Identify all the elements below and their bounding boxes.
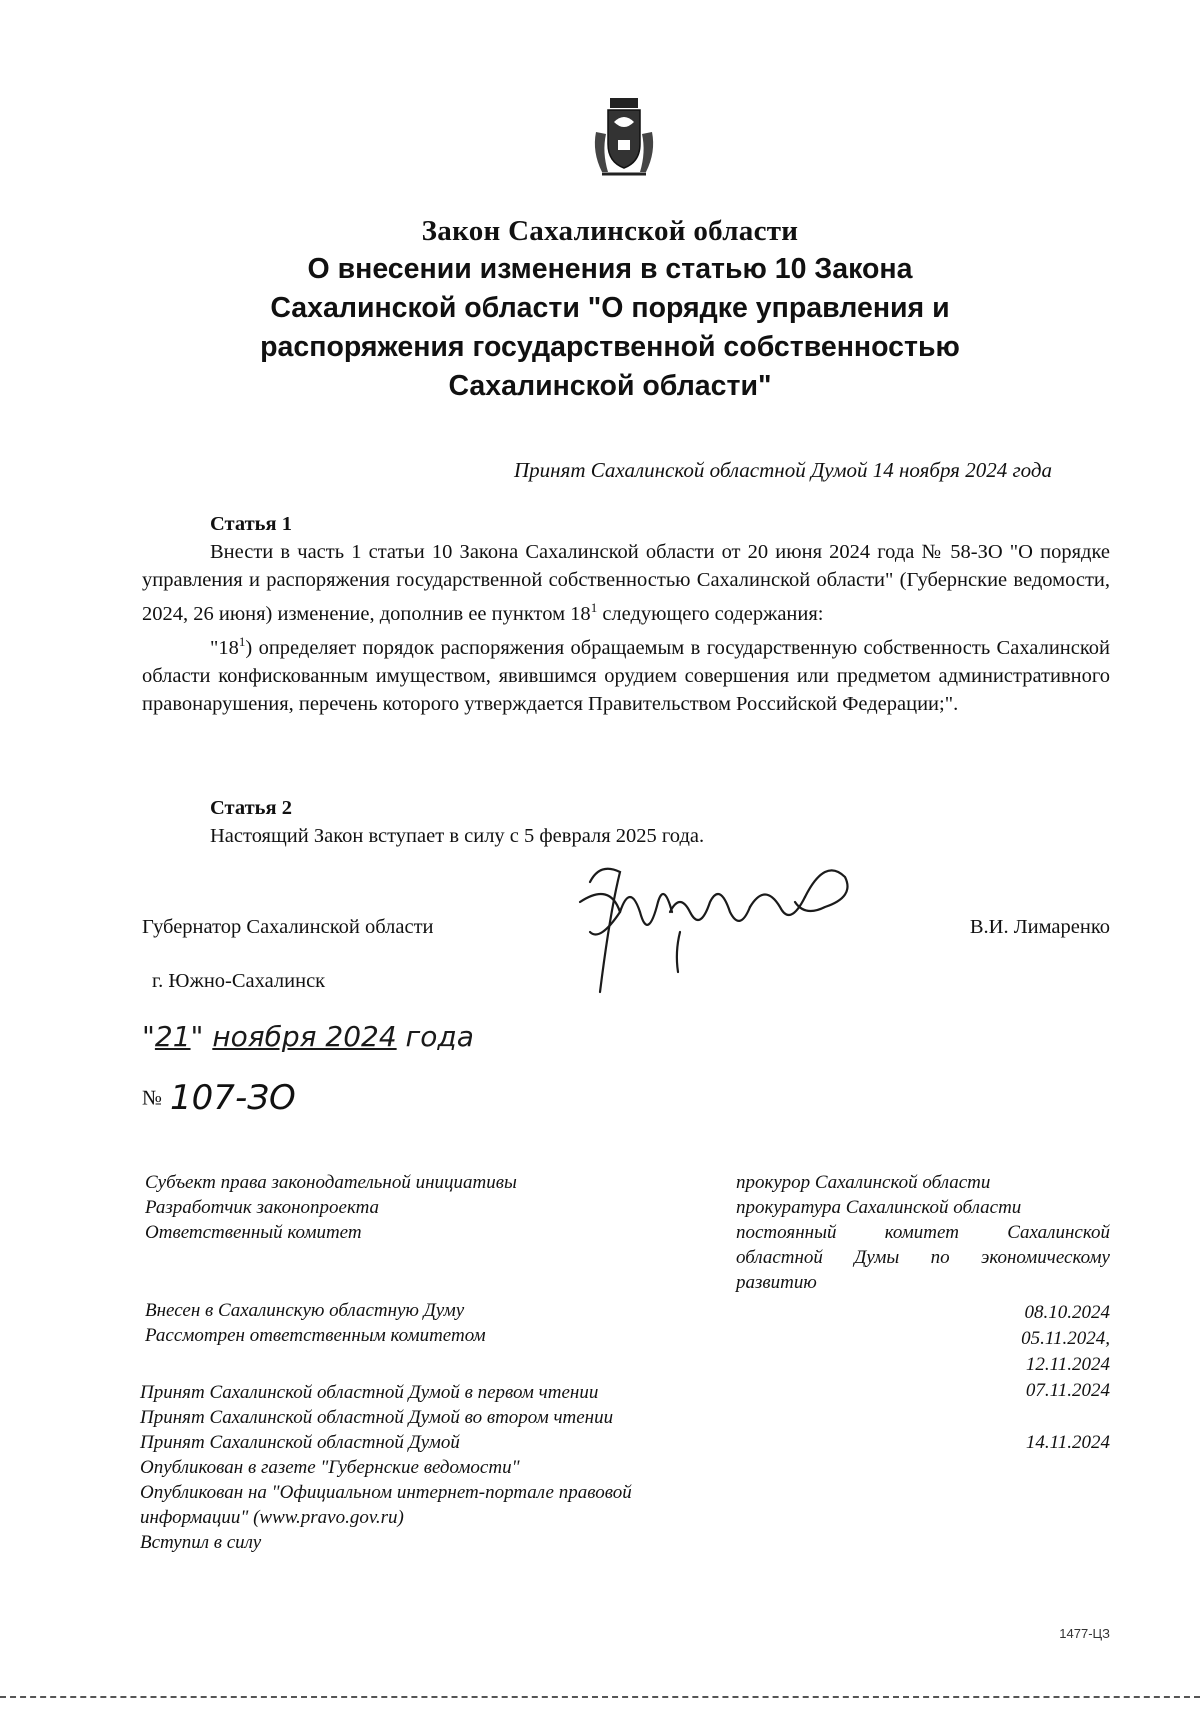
city: г. Южно-Сахалинск [152, 970, 326, 992]
meta-left-block-2 [145, 1298, 486, 1348]
article-1-paragraph-1: Внести в часть 1 статьи 10 Закона Сахалинской области от 20 июня 2024 года № 58-ЗО "О порядке управления и распоряжения государственной собственностью Сахалинской области" (Губернские ведомости, 2024, 26 июня) изменение, дополнив ее пунктом $18^1$ следующего содержания: [142, 541, 1110, 625]
article-2-text: Настоящий Закон вступает в силу с 5 февраля 2025 года. [210, 825, 705, 847]
number-symbol: № [142, 1085, 163, 1110]
law-title [180, 212, 1040, 406]
meta-date: 12.11.2024 [1025, 1354, 1110, 1375]
meta-label: Опубликован в газете "Губернские ведомости" [140, 1457, 520, 1478]
meta-value: прокурор Сахалинской области [736, 1172, 991, 1193]
meta-label: Опубликован на "Официальном интернет-портале правовой [140, 1482, 632, 1503]
meta-label: информации" (www.pravo.gov.ru) [140, 1507, 404, 1528]
article-1-heading: Статья 1 [210, 513, 292, 535]
meta-label: Принят Сахалинской областной Думой в первом чтении [140, 1382, 599, 1403]
article-1 [142, 510, 1110, 718]
meta-value: прокуратура Сахалинской области [736, 1197, 1022, 1218]
governor-position: Губернатор Сахалинской области [142, 916, 434, 938]
handwritten-date: "21" ноября 2024 года [142, 1020, 474, 1053]
meta-label: Принят Сахалинской областной Думой во втором чтении [140, 1407, 614, 1428]
law-title-line-2: О внесении изменения в статью 10 Закона [307, 253, 913, 285]
law-title-line-4: распоряжения государственной собственностью [260, 331, 960, 363]
handwritten-number: 107-ЗО [170, 1078, 296, 1118]
meta-label: Разработчик законопроекта [145, 1197, 380, 1218]
meta-date [1021, 1404, 1110, 1430]
article-1-paragraph-2: "$18^1$) определяет порядок распоряжения обращаемым в государственную собственность Сахалинской области конфискованным имуществом, явившимся орудием совершения или предметом административного правонарушения, перечень которого утверждается Правительством Российской Федерации;". [142, 633, 1110, 715]
handwritten-month-year: ноября 2024 [212, 1020, 397, 1053]
coat-of-arms-emblem [588, 92, 660, 184]
meta-value: постоянный комитет Сахалинской [736, 1222, 1110, 1243]
scan-edge-line [0, 1696, 1200, 1698]
meta-label: Вступил в силу [140, 1532, 262, 1553]
meta-value: развитию [736, 1272, 817, 1293]
meta-label: Внесен в Сахалинскую областную Думу [145, 1300, 465, 1321]
law-title-line-3: Сахалинской области "О порядке управления и [270, 292, 950, 324]
meta-label: Принят Сахалинской областной Думой [140, 1432, 460, 1453]
meta-left-block-1 [145, 1170, 517, 1245]
meta-date: 05.11.2024, [1021, 1328, 1110, 1349]
meta-right-block-1 [736, 1170, 1110, 1295]
meta-label: Рассмотрен ответственным комитетом [145, 1325, 486, 1346]
meta-dates [1021, 1300, 1110, 1456]
article-2-heading: Статья 2 [210, 797, 292, 819]
handwritten-day: 21 [154, 1020, 191, 1053]
meta-label: Субъект права законодательной инициативы [145, 1172, 517, 1193]
law-title-line-5: Сахалинской области" [448, 370, 772, 402]
meta-date: 08.10.2024 [1024, 1302, 1110, 1323]
meta-date: 14.11.2024 [1025, 1432, 1110, 1453]
law-title-line-1: Закон Сахалинской области [421, 215, 799, 247]
meta-label: Ответственный комитет [145, 1222, 362, 1243]
meta-date: 07.11.2024 [1025, 1380, 1110, 1401]
meta-left-block-3 [140, 1380, 632, 1555]
meta-value: областной Думы по экономическому [736, 1247, 1110, 1268]
handwritten-signature [560, 842, 880, 1002]
governor-name: В.И. Лимаренко [969, 916, 1110, 938]
document-code: 1477-ЦЗ [1059, 1626, 1110, 1641]
adopted-line: Принят Сахалинской областной Думой 14 ноября 2024 года [513, 458, 1052, 482]
law-number [142, 1078, 296, 1118]
